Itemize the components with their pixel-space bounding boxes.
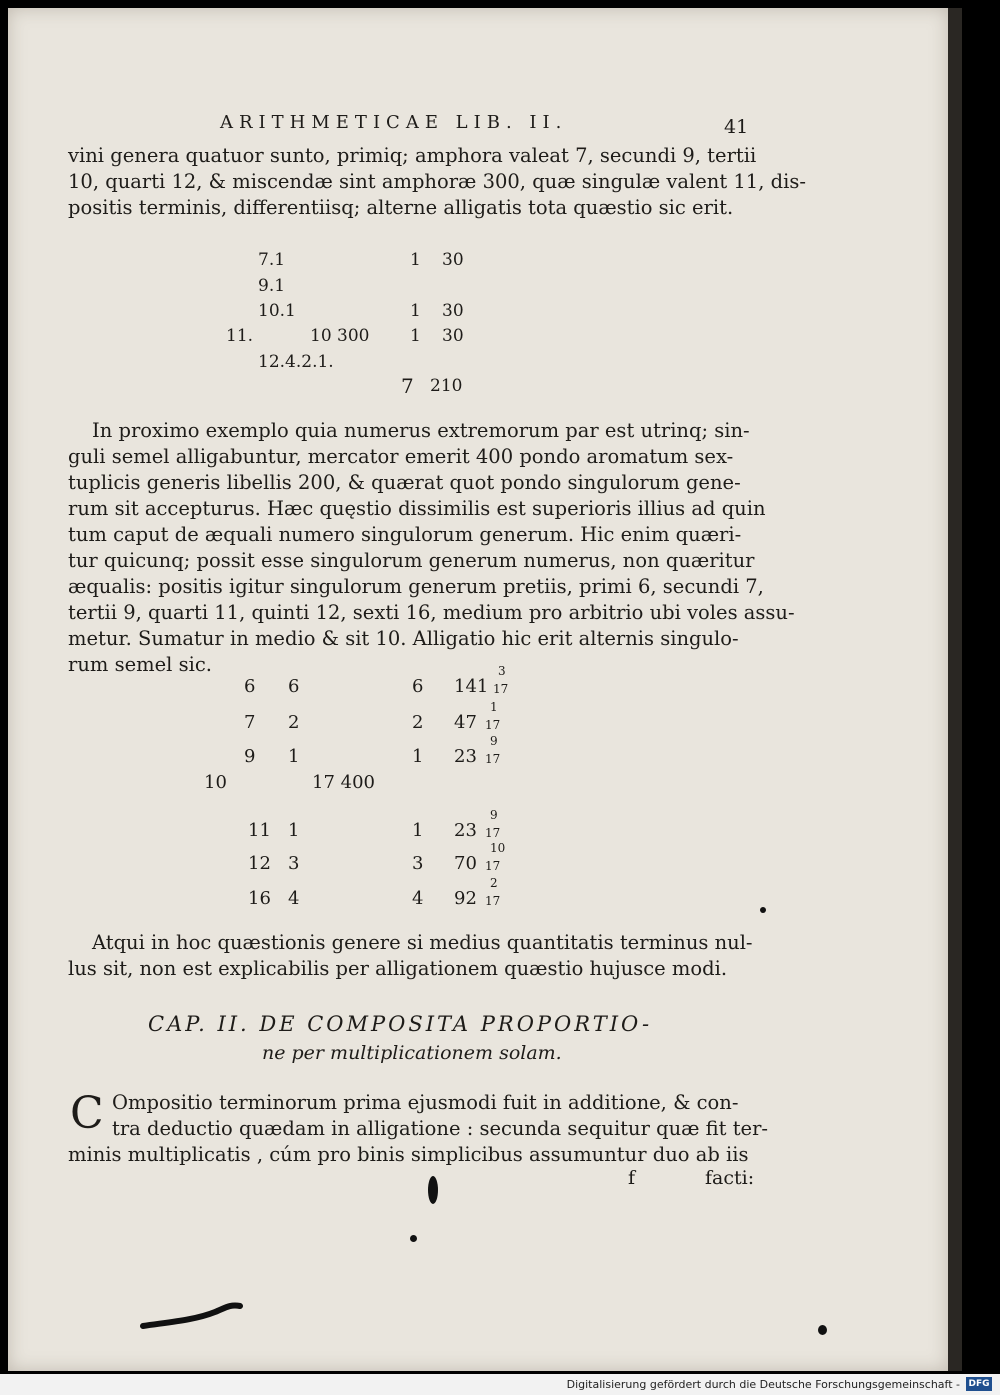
fraction-numerator: 10 bbox=[490, 841, 506, 855]
table-quantity: 1 bbox=[412, 820, 424, 841]
table-cell: 1 bbox=[410, 301, 421, 321]
text-line: lus sit, non est explicabilis per alligationem quæstio hujusce modi. bbox=[68, 957, 728, 980]
chapter-subtitle: ne per multiplicationem solam. bbox=[262, 1042, 562, 1064]
table-term: 10.1 bbox=[258, 301, 296, 321]
text-line: Atqui in hoc quæstionis genere si medius quantitatis terminus nul- bbox=[92, 931, 753, 954]
table-diff: 1 bbox=[288, 746, 300, 767]
fraction-denominator: 17 bbox=[485, 826, 501, 840]
drop-cap: C bbox=[70, 1088, 104, 1139]
ink-blot bbox=[410, 1235, 417, 1242]
fraction-denominator: 17 bbox=[485, 859, 501, 873]
table-middle: 10 300 bbox=[310, 326, 370, 346]
ink-blot bbox=[760, 907, 766, 913]
fraction-denominator: 17 bbox=[485, 718, 501, 732]
fraction-numerator: 9 bbox=[490, 808, 498, 822]
catchword: facti: bbox=[705, 1167, 755, 1189]
text-line: rum semel sic. bbox=[68, 653, 212, 676]
paragraph-2 bbox=[68, 418, 795, 678]
footer-bar bbox=[0, 1374, 1000, 1395]
table-medium: 10 bbox=[204, 772, 227, 793]
table-term: 7.1 bbox=[258, 250, 286, 270]
text-line: metur. Sumatur in medio & sit 10. Alligatio hic erit alternis singulo- bbox=[68, 627, 739, 650]
table-result: 70 bbox=[454, 853, 477, 874]
text-line: In proximo exemplo quia numerus extremorum par est utrinq; sin- bbox=[92, 419, 750, 442]
table-quantity: 4 bbox=[412, 888, 424, 909]
table-middle: 17 400 bbox=[312, 772, 375, 793]
table-diff: 6 bbox=[288, 676, 300, 697]
text-line: tur quicunq; possit esse singulorum generum numerus, non quæritur bbox=[68, 549, 755, 572]
table-result: 47 bbox=[454, 712, 477, 733]
text-line: tum caput de æquali numero singulorum generum. Hic enim quæri- bbox=[68, 523, 742, 546]
table-price: 12 bbox=[248, 853, 271, 874]
table-diff: 2 bbox=[288, 712, 300, 733]
table-result: 23 bbox=[454, 820, 477, 841]
table-diff: 3 bbox=[288, 853, 300, 874]
signature-mark: f bbox=[628, 1167, 636, 1189]
table-result: 92 bbox=[454, 888, 477, 909]
paragraph-4 bbox=[68, 1090, 768, 1168]
table-total: 210 bbox=[430, 376, 463, 396]
table-quantity: 2 bbox=[412, 712, 424, 733]
table-cell: 30 bbox=[442, 301, 464, 321]
paragraph-3 bbox=[68, 930, 753, 982]
running-title: ARITHMETICAE LIB. II. bbox=[220, 112, 568, 133]
table-cell: 30 bbox=[442, 250, 464, 270]
fraction-denominator: 17 bbox=[485, 894, 501, 908]
table-medium: 11. bbox=[226, 326, 254, 346]
text-line: vini genera quatuor sunto, primiq; amphora valeat 7, secundi 9, tertii bbox=[68, 144, 757, 167]
fraction-numerator: 1 bbox=[490, 700, 498, 714]
text-line: tertii 9, quarti 11, quinti 12, sexti 16, medium pro arbitrio ubi voles assu- bbox=[68, 601, 795, 624]
fraction-numerator: 2 bbox=[490, 876, 498, 890]
table-result: 141 bbox=[454, 676, 489, 697]
table-price: 9 bbox=[244, 746, 256, 767]
table-price: 11 bbox=[248, 820, 271, 841]
text-line: minis multiplicatis , cúm pro binis simplicibus assumuntur duo ab iis bbox=[68, 1143, 749, 1166]
text-line: tuplicis generis libellis 200, & quærat quot pondo singulorum gene- bbox=[68, 471, 741, 494]
table-diff: 1 bbox=[288, 820, 300, 841]
fraction-numerator: 3 bbox=[498, 664, 506, 678]
page-edge bbox=[948, 8, 962, 1371]
text-line: rum sit accepturus. Hæc quęstio dissimilis est superioris illius ad quin bbox=[68, 497, 766, 520]
text-line: Ompositio terminorum prima ejusmodi fuit in additione, & con- bbox=[112, 1091, 739, 1114]
table-term: 12.4.2.1. bbox=[258, 352, 334, 372]
chapter-title: CAP. II. DE COMPOSITA PROPORTIO- bbox=[148, 1012, 653, 1036]
text-line: tra deductio quædam in alligatione : secunda sequitur quæ fit ter- bbox=[112, 1117, 768, 1140]
page-number: 41 bbox=[724, 116, 749, 138]
footer-credit: Digitalisierung gefördert durch die Deutsche Forschungsgemeinschaft - bbox=[566, 1378, 960, 1391]
table-term: 9.1 bbox=[258, 276, 286, 296]
ink-blot bbox=[818, 1325, 827, 1335]
table-cell: 30 bbox=[442, 326, 464, 346]
table-cell: 1 bbox=[410, 326, 421, 346]
table-result: 23 bbox=[454, 746, 477, 767]
text-line: positis terminis, differentiisq; alterne alligatis tota quæstio sic erit. bbox=[68, 196, 734, 219]
table-total: 7 bbox=[401, 374, 414, 398]
dfg-logo: DFG bbox=[966, 1377, 992, 1391]
ink-stroke bbox=[140, 1296, 250, 1336]
table-price: 16 bbox=[248, 888, 271, 909]
table-price: 6 bbox=[244, 676, 256, 697]
text-line: guli semel alligabuntur, mercator emerit 400 pondo aromatum sex- bbox=[68, 445, 734, 468]
paragraph-1 bbox=[68, 143, 806, 221]
fraction-denominator: 17 bbox=[485, 752, 501, 766]
table-quantity: 1 bbox=[412, 746, 424, 767]
table-quantity: 3 bbox=[412, 853, 424, 874]
table-price: 7 bbox=[244, 712, 256, 733]
fraction-numerator: 9 bbox=[490, 734, 498, 748]
text-line: 10, quarti 12, & miscendæ sint amphoræ 300, quæ singulæ valent 11, dis- bbox=[68, 170, 806, 193]
text-line: æqualis: positis igitur singulorum generum pretiis, primi 6, secundi 7, bbox=[68, 575, 764, 598]
ink-blot bbox=[428, 1176, 438, 1204]
table-diff: 4 bbox=[288, 888, 300, 909]
fraction-denominator: 17 bbox=[493, 682, 509, 696]
table-quantity: 6 bbox=[412, 676, 424, 697]
table-cell: 1 bbox=[410, 250, 421, 270]
